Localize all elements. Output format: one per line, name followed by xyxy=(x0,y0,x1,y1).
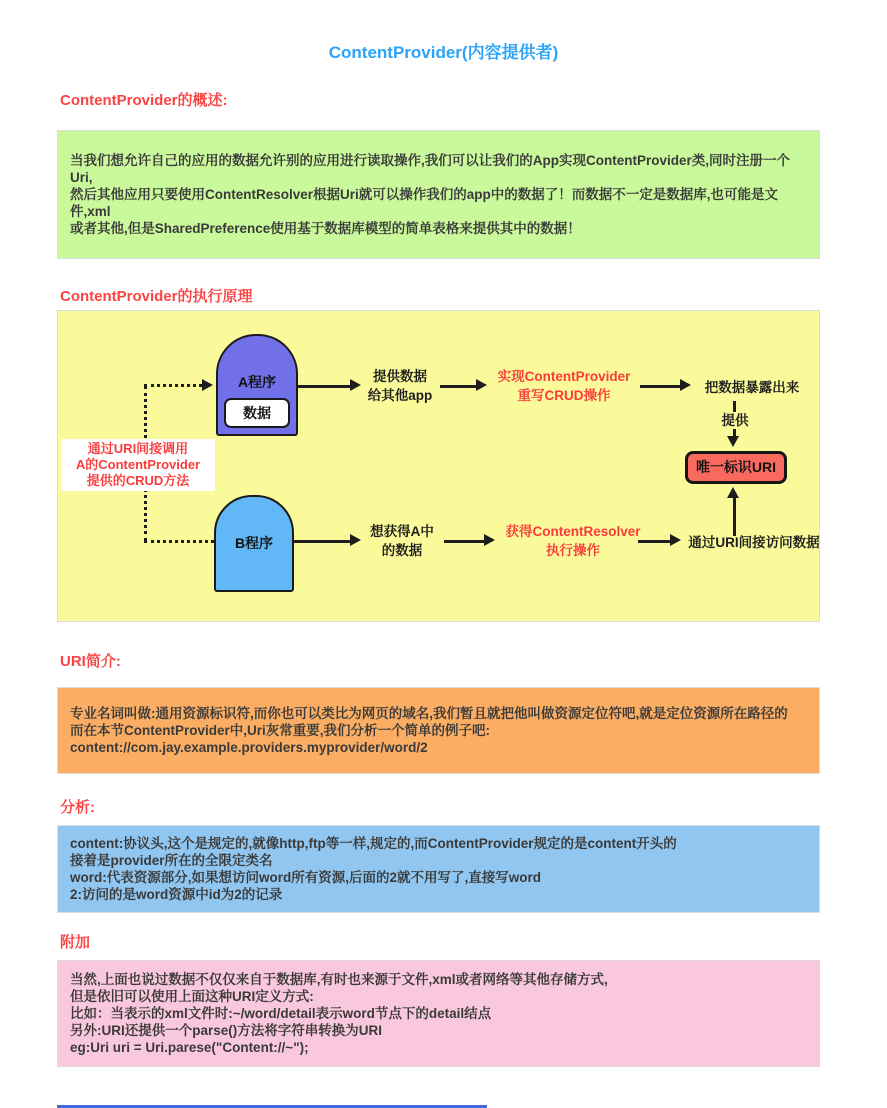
analysis-line: content:协议头,这个是规定的,就像http,ftp等一样,规定的,而ContentProvider规定的是content开头的 xyxy=(70,836,677,851)
want-data-label xyxy=(364,522,440,560)
extra-line: 另外:URI还提供一个parse()方法将字符串转换为URI xyxy=(70,1023,383,1038)
label-line: 想获得A中 xyxy=(370,524,434,539)
node-b-program xyxy=(214,495,294,592)
node-a-program xyxy=(216,334,298,436)
arrow-b-to-want xyxy=(294,540,350,543)
label-line: 提供数据 xyxy=(373,369,427,384)
overview-box xyxy=(57,130,820,259)
principle-diagram xyxy=(57,310,820,622)
uri-example: content://com.jay.example.providers.myprovider/word/2 xyxy=(70,740,428,755)
heading-extra: 附加 xyxy=(60,934,91,951)
analysis-line: 2:访问的是word资源中id为2的记录 xyxy=(70,887,283,902)
heading-analysis: 分析: xyxy=(60,799,95,816)
arrowhead-icon xyxy=(670,534,681,546)
arrowhead-icon xyxy=(476,379,487,391)
dotted-connector-top xyxy=(144,384,202,387)
arrowhead-down-icon xyxy=(727,436,739,447)
label-line: 执行操作 xyxy=(546,543,600,558)
label-line: 获得ContentResolver xyxy=(505,524,641,539)
overview-line: 或者其他,但是SharedPreference使用基于数据库模型的简单表格来提供其中的数据！ xyxy=(70,221,581,236)
crud-note-line: 提供的CRUD方法 xyxy=(86,473,190,488)
overview-line: 当我们想允许自己的应用的数据允许别的应用进行读取操作,我们可以让我们的App实现ContentProvider类,同时注册一个Uri, xyxy=(70,153,791,185)
uri-identifier-node: 唯一标识URI xyxy=(685,451,787,484)
arrowhead-icon xyxy=(350,534,361,546)
connector-access-to-uri xyxy=(733,498,736,536)
dotted-connector-bottom xyxy=(144,540,214,543)
label-line: 实现ContentProvider xyxy=(497,369,631,384)
crud-note-line: 通过URI间接调用 xyxy=(87,441,189,456)
page-title: ContentProvider(内容提供者) xyxy=(328,43,559,62)
node-b-label: B程序 xyxy=(234,535,274,551)
extra-box xyxy=(57,960,820,1067)
heading-principle: ContentProvider的执行原理 xyxy=(60,288,253,305)
impl-provider-label xyxy=(490,367,638,405)
expose-label: 把数据暴露出来 xyxy=(704,380,800,395)
arrow-want-to-resolver xyxy=(444,540,484,543)
crud-note-line: A的ContentProvider xyxy=(75,457,201,472)
extra-line: eg:Uri uri = Uri.parese("Content://~"); xyxy=(70,1040,309,1055)
arrow-a-to-provide xyxy=(298,385,350,388)
analysis-line: word:代表资源部分,如果想访问word所有资源,后面的2就不用写了,直接写word xyxy=(70,870,541,885)
arrow-resolver-to-access xyxy=(638,540,670,543)
arrowhead-up-icon xyxy=(727,487,739,498)
analysis-line: 接着是provider所在的全限定类名 xyxy=(70,853,273,868)
uri-intro-box xyxy=(57,687,820,774)
dotted-arrowhead-icon xyxy=(202,379,213,391)
heading-uri: URI简介: xyxy=(60,653,121,670)
uri-line: 专业名词叫做:通用资源标识符,而你也可以类比为网页的域名,我们暂且就把他叫做资源定位符吧,就是定位资源所在路径的 xyxy=(70,706,788,721)
label-line: 给其他app xyxy=(367,388,433,403)
extra-line: 但是依旧可以使用上面这种URI定义方式: xyxy=(70,989,314,1004)
provide-data-label xyxy=(364,367,436,405)
arrowhead-icon xyxy=(680,379,691,391)
overview-line: 然后其他应用只要使用ContentResolver根据Uri就可以操作我们的app中的数据了！而数据不一定是数据库,也可能是文件,xml xyxy=(70,187,779,219)
node-a-data-box: 数据 xyxy=(224,398,290,428)
access-label: 通过URI间接访问数据 xyxy=(688,535,820,550)
label-line: 的数据 xyxy=(381,543,423,558)
extra-line: 比如：当表示的xml文件时:~/word/detail表示word节点下的detail结点 xyxy=(70,1006,492,1021)
heading-overview: ContentProvider的概述: xyxy=(60,92,228,109)
provide-label: 提供 xyxy=(713,412,757,429)
uri-line: 而在本节ContentProvider中,Uri灰常重要,我们分析一个简单的例子吧: xyxy=(70,723,491,738)
arrowhead-icon xyxy=(350,379,361,391)
arrowhead-icon xyxy=(484,534,495,546)
analysis-box xyxy=(57,825,820,913)
label-line: 重写CRUD操作 xyxy=(517,388,611,403)
arrow-provide-to-impl xyxy=(440,385,476,388)
arrow-impl-to-expose xyxy=(640,385,680,388)
crud-note xyxy=(61,439,215,491)
get-resolver-label xyxy=(498,522,648,560)
node-a-label: A程序 xyxy=(237,374,277,390)
extra-line: 当然,上面也说过数据不仅仅来自于数据库,有时也来源于文件,xml或者网络等其他存储方式, xyxy=(70,972,608,987)
